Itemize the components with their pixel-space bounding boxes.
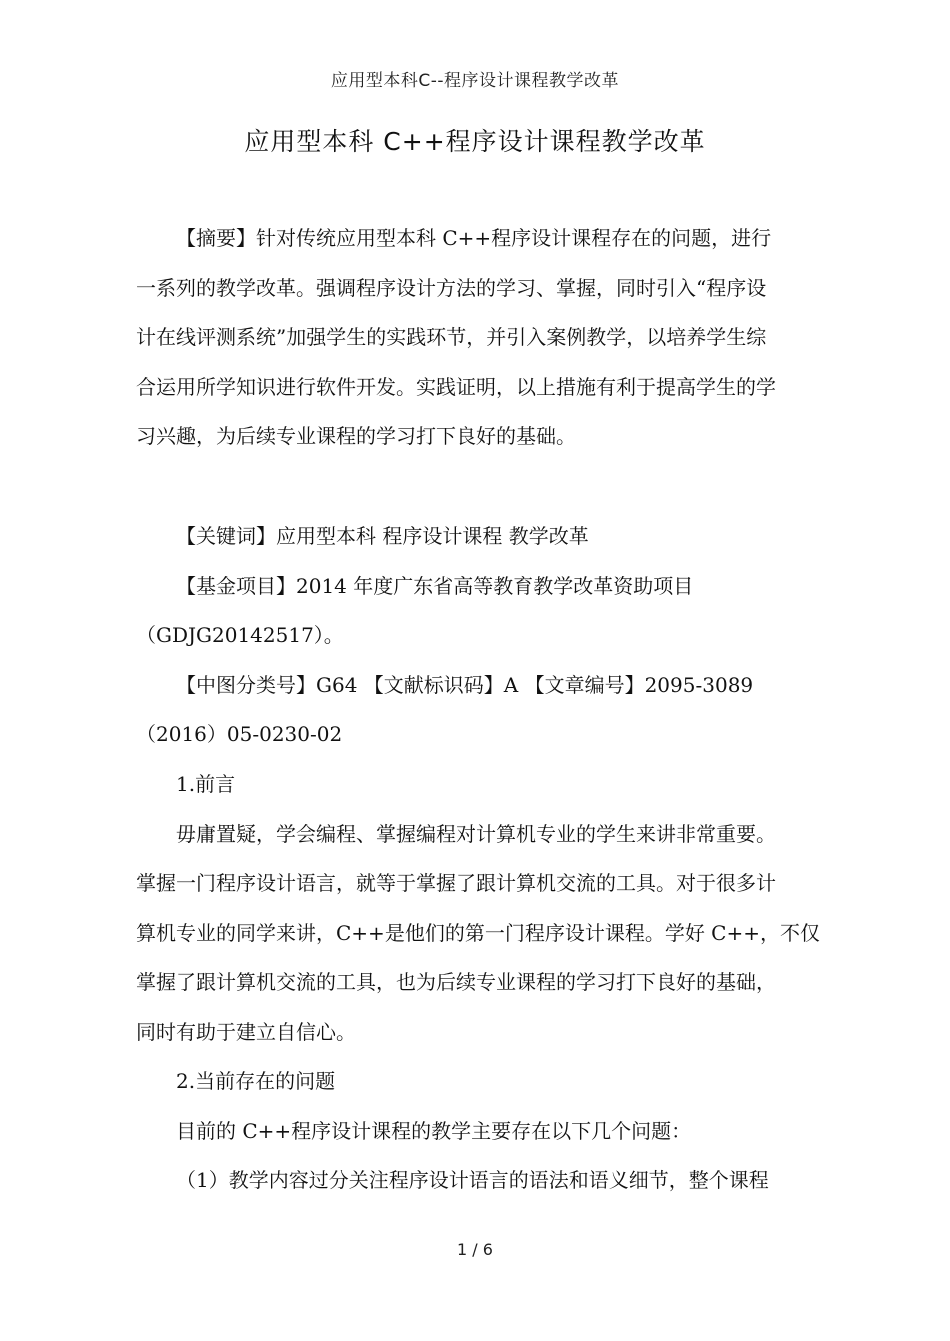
classification-code: （2016）05-0230-02 — [136, 722, 343, 746]
fund-code: （GDJG20142517）。 — [136, 623, 344, 647]
abstract-line: 一系列的教学改革。强调程序设计方法的学习、掌握，同时引入“程序设 — [136, 275, 767, 300]
body-line: 毋庸置疑，学会编程、掌握编程对计算机专业的学生来讲非常重要。 — [176, 821, 776, 846]
body-line: 掌握一门程序设计语言，就等于掌握了跟计算机交流的工具。对于很多计 — [136, 871, 776, 895]
abstract-line: 合运用所学知识进行软件开发。实践证明，以上措施有利于提高学生的学 — [136, 374, 776, 399]
abstract-line: 习兴趣，为后续专业课程的学习打下良好的基础。 — [136, 424, 576, 448]
section-2 — [136, 1057, 769, 1206]
list-item: （1）教学内容过分关注程序设计语言的语法和语义细节，整个课程 — [176, 1168, 769, 1192]
body-line: 目前的 C++程序设计课程的教学主要存在以下几个问题： — [176, 1118, 692, 1143]
document-title: 应用型本科 C++程序设计课程教学改革 — [244, 127, 706, 156]
abstract-line: 【摘要】针对传统应用型本科 C++程序设计课程存在的问题，进行 — [176, 226, 772, 250]
keywords: 【关键词】应用型本科 程序设计课程 教学改革 — [176, 524, 589, 548]
metadata-block — [136, 512, 753, 760]
body-line: 掌握了跟计算机交流的工具，也为后续专业课程的学习打下良好的基础， — [136, 970, 776, 994]
running-header: 应用型本科C--程序设计课程教学改革 — [330, 71, 620, 91]
body-line: 算机专业的同学来讲，C++是他们的第一门程序设计课程。学好 C++，不仅 — [136, 920, 820, 945]
section-1 — [136, 760, 820, 1057]
section-heading: 2.当前存在的问题 — [176, 1069, 336, 1093]
page-number: 1 / 6 — [457, 1240, 493, 1259]
section-heading: 1.前言 — [176, 772, 236, 796]
fund-line: 【基金项目】2014 年度广东省高等教育教学改革资助项目 — [176, 573, 694, 598]
abstract-line: 计在线评测系统”加强学生的实践环节，并引入案例教学，以培养学生综 — [136, 325, 767, 349]
abstract — [136, 214, 776, 462]
body-line: 同时有助于建立自信心。 — [136, 1019, 356, 1044]
classification-line: 【中图分类号】G64 【文献标识码】A 【文章编号】2095-3089 — [176, 672, 754, 697]
